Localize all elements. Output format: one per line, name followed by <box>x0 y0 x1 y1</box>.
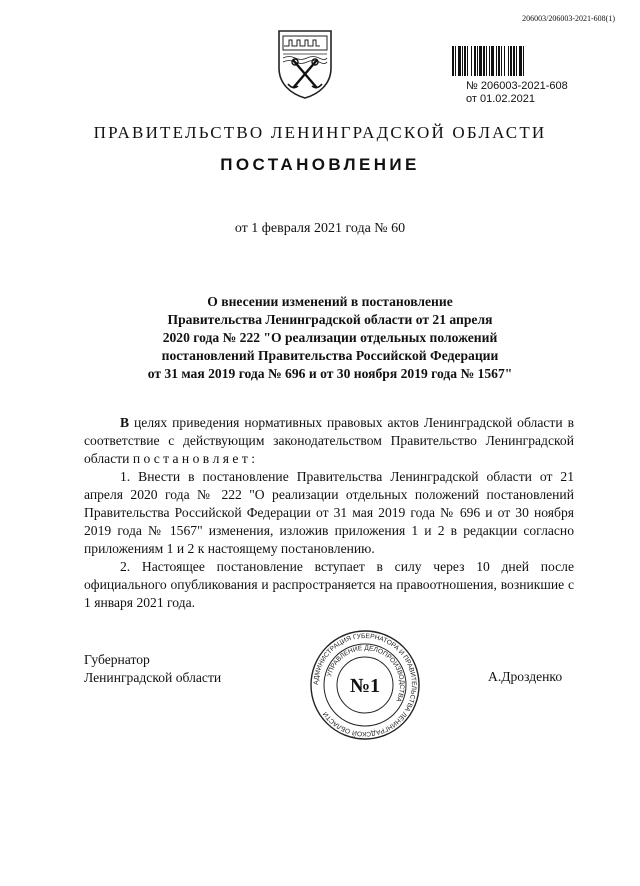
subject-line: от 31 мая 2019 года № 696 и от 30 ноября 2019 года № 1567" <box>147 366 513 381</box>
seal-inner-text: УПРАВЛЕНИЕ ДЕЛОПРОИЗВОДСТВА <box>326 644 406 703</box>
barcode-bar <box>483 46 485 76</box>
subject-line: постановлений Правительства Российской Федерации <box>161 348 499 363</box>
barcode-bar <box>508 46 509 76</box>
barcode-bar <box>519 46 522 76</box>
barcode-bar <box>471 46 472 76</box>
barcode-bar <box>474 46 476 76</box>
barcode-bar <box>479 46 482 76</box>
barcode-bar <box>496 46 497 76</box>
signer-position-line-2: Ленинградской области <box>84 670 222 685</box>
registration-date: от 01.02.2021 <box>466 93 536 105</box>
subject-line: 2020 года № 222 "О реализации отдельных положений <box>162 330 498 345</box>
subject-line: О внесении изменений в постановление <box>207 294 453 309</box>
signer-name: А.Дрозденко <box>488 669 563 684</box>
seal-center-number: №1 <box>349 675 381 697</box>
barcode-bar <box>464 46 466 76</box>
barcode-bar <box>486 46 487 76</box>
decree-body <box>84 414 574 612</box>
decree-date-number: от 1 февраля 2021 года № 60 <box>234 221 406 236</box>
barcode-bar <box>477 46 478 76</box>
item-2: 2. Настоящее постановление вступает в силу через 10 дней после официального опубликования и распространяется на правоотношения, возникшие с 1 января 2021 года. <box>84 559 574 610</box>
barcode-bar <box>455 46 456 76</box>
subject-line: Правительства Ленинградской области от 21 апреля <box>167 312 493 327</box>
registration-number: № 206003-2021-608 <box>466 80 568 92</box>
barcode-bar <box>458 46 461 76</box>
barcode-bar <box>491 46 494 76</box>
signer-position-line-1: Губернатор <box>84 652 150 667</box>
barcode-bar <box>504 46 505 76</box>
intro-paragraph <box>84 414 574 468</box>
barcode-bar <box>513 46 515 76</box>
barcode-bar <box>501 46 502 76</box>
intro-first-word: В <box>120 415 130 430</box>
barcode-bar <box>489 46 490 76</box>
barcode-bar <box>452 46 454 76</box>
barcode-bar <box>516 46 517 76</box>
government-title: ПРАВИТЕЛЬСТВО ЛЕНИНГРАДСКОЙ ОБЛАСТИ <box>93 123 547 142</box>
decree-subject <box>60 293 600 383</box>
barcode-bar <box>510 46 512 76</box>
barcode-bar <box>462 46 463 76</box>
coat-of-arms-icon <box>275 28 335 100</box>
barcode-bar <box>467 46 468 76</box>
official-seal-stamp <box>308 628 422 742</box>
barcode-bar <box>498 46 500 76</box>
barcode <box>452 46 554 76</box>
signer-position <box>84 651 221 687</box>
document-type: ПОСТАНОВЛЕНИЕ <box>220 155 420 174</box>
document-id-code: 206003/206003-2021-608(1) <box>522 14 615 23</box>
item-1: 1. Внести в постановление Правительства Ленинградской области от 21 апреля 2020 года № 222 "О реализации отдельных положений постановлений Правительства Российской Федерации от 31 мая 2019 года № 696 и от 30 ноября 2019 года № 1567" изменения, изложив приложения 1 и 2 в редакции согласно приложениям 1 и 2 к настоящему постановлению. <box>84 469 574 556</box>
barcode-bar <box>523 46 524 76</box>
seal-outer-text: АДМИНИСТРАЦИЯ ГУБЕРНАТОРА И ПРАВИТЕЛЬСТВА ЛЕНИНГРАДСКОЙ ОБЛАСТИ <box>312 632 418 738</box>
intro-text: целях приведения нормативных правовых актов Ленинградской области в соответствие с действующим законодательством Правительство Ленинградской области п о с т а н о в л я е т : <box>84 415 574 466</box>
